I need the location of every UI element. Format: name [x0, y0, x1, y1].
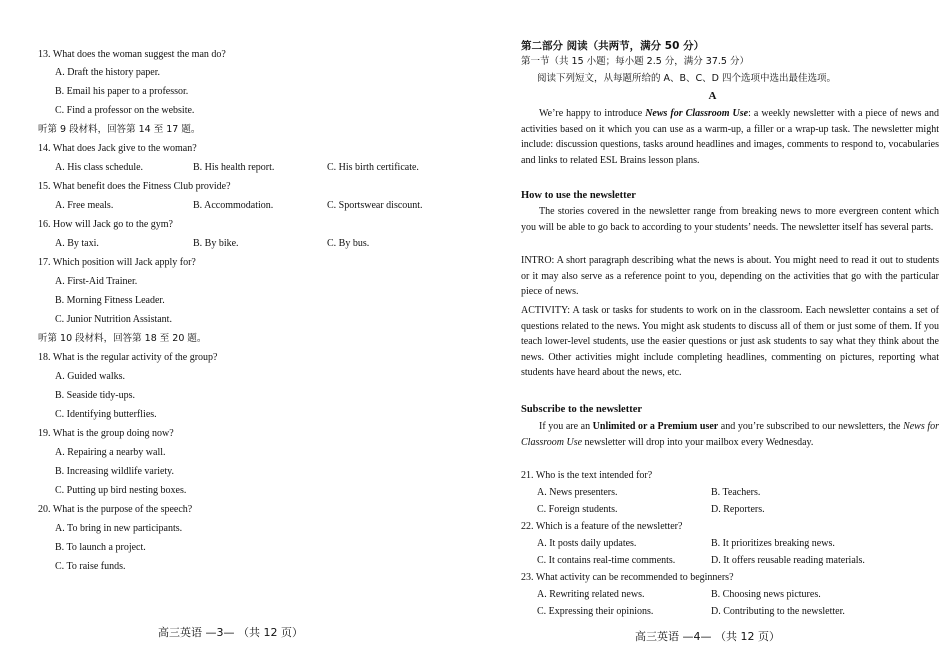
section1-heading: 第一节（共 15 小题；每小题 2.5 分，满分 37.5 分） — [521, 56, 749, 67]
passage-paragraph-intro: INTRO: A short paragraph describing what the news is about. You might need to read it out to students or it may also serve as a reference point to you, depending on the activities that go with the particular piece of news. — [521, 255, 939, 297]
q15-stem: 15. What benefit does the Fitness Club provide? — [38, 181, 231, 192]
left-page — [0, 0, 470, 672]
p1-text-c: : a weekly newsletter with a piece of news and activities based on it which you can use as a warm-up, a filler or a wrap-up task. The newsletter might include: discussion questions, tasks around headlines and images, comments to respond to, vocabularies and links to related ESL Brains lesson plans. — [521, 108, 939, 166]
p5-text-a: If you are an — [539, 421, 593, 432]
q16-option-c: C. By bus. — [327, 238, 370, 249]
right-page — [475, 0, 950, 672]
passage-paragraph-activity: ACTIVITY: A task or tasks for students to work on in the classroom. Each newsletter contains a set of questions related to the news. You might ask students to discuss all of them or just some of them. If you teach lower-level students, use the easier questions or just ask students to say what they think about the news. Other activities might include completing headlines, commenting on pictures, reporting what students have heard about the news, etc. — [521, 305, 939, 378]
q13-option-b: B. Email his paper to a professor. — [55, 86, 189, 97]
p5-text-c: and you’re subscribed to our newsletters, the — [718, 421, 904, 432]
q20-option-a: A. To bring in new participants. — [55, 523, 183, 534]
q16-option-a: A. By taxi. — [55, 238, 99, 249]
q13-stem: 13. What does the woman suggest the man do? — [38, 49, 226, 60]
p5-user-types: Unlimited or a Premium user — [592, 421, 719, 432]
passage-paragraph-1 — [521, 106, 939, 168]
q18-stem: 18. What is the regular activity of the group? — [38, 352, 218, 363]
q13-option-c: C. Find a professor on the website. — [55, 105, 195, 116]
q14-stem: 14. What does Jack give to the woman? — [38, 143, 197, 154]
p5-text-e: newsletter will drop into your mailbox every Wednesday. — [582, 436, 814, 448]
q23-option-a: A. Rewriting related news. — [537, 589, 645, 600]
p5-newsletter-title: News for Classroom Use — [521, 421, 940, 448]
q18-option-a: A. Guided walks. — [55, 371, 125, 382]
right-page-footer: 高三英语 —4— （共 12 页） — [635, 630, 780, 643]
q21-option-a: A. News presenters. — [537, 487, 618, 498]
q14-option-b: B. His health report. — [193, 162, 275, 173]
q23-option-c: C. Expressing their opinions. — [537, 606, 654, 617]
q19-option-b: B. Increasing wildlife variety. — [55, 466, 175, 477]
q19-stem: 19. What is the group doing now? — [38, 428, 174, 439]
q21-option-b: B. Teachers. — [711, 487, 761, 498]
q17-option-a: A. First-Aid Trainer. — [55, 276, 138, 287]
q21-option-d: D. Reporters. — [711, 504, 765, 515]
q23-stem: 23. What activity can be recommended to beginners? — [521, 572, 734, 583]
how-to-use-heading: How to use the newsletter — [521, 190, 636, 201]
q16-stem: 16. How will Jack go to the gym? — [38, 219, 173, 230]
p1-text-a: We’re happy to introduce — [539, 108, 646, 119]
q22-option-d: D. It offers reusable reading materials. — [711, 555, 865, 566]
q23-option-d: D. Contributing to the newsletter. — [711, 606, 845, 617]
q16-option-b: B. By bike. — [193, 238, 239, 249]
q21-stem: 21. Who is the text intended for? — [521, 470, 653, 481]
q18-option-c: C. Identifying butterflies. — [55, 409, 157, 420]
q14-option-c: C. His birth certificate. — [327, 162, 419, 173]
q22-stem: 22. Which is a feature of the newsletter? — [521, 521, 683, 532]
q13-option-a: A. Draft the history paper. — [55, 67, 160, 78]
subscribe-heading: Subscribe to the newsletter — [521, 404, 643, 415]
q22-option-b: B. It prioritizes breaking news. — [711, 538, 835, 549]
reading-instruction: 阅读下列短文，从每题所给的 A、B、C、D 四个选项中选出最佳选项。 — [537, 73, 837, 84]
q14-option-a: A. His class schedule. — [55, 162, 144, 173]
q22-option-a: A. It posts daily updates. — [537, 538, 637, 549]
passage-paragraph-subscribe — [521, 419, 939, 450]
q22-option-c: C. It contains real-time comments. — [537, 555, 676, 566]
q17-stem: 17. Which position will Jack apply for? — [38, 257, 196, 268]
q15-option-b: B. Accommodation. — [193, 200, 274, 211]
passage-paragraph-2: The stories covered in the newsletter range from breaking news to more evergreen content which you will be able to go back to according to your students’ needs. The newsletter itself has several parts. — [521, 206, 939, 233]
section9-instruction: 听第 9 段材料，回答第 14 至 17 题。 — [38, 124, 201, 135]
q17-option-b: B. Morning Fitness Leader. — [55, 295, 165, 306]
passage-label: A — [708, 90, 717, 102]
q19-option-a: A. Repairing a nearby wall. — [55, 447, 166, 458]
q21-option-c: C. Foreign students. — [537, 504, 618, 515]
left-page-footer: 高三英语 —3— （共 12 页） — [158, 626, 303, 639]
q15-option-c: C. Sportswear discount. — [327, 200, 423, 211]
q20-option-b: B. To launch a project. — [55, 542, 146, 553]
q17-option-c: C. Junior Nutrition Assistant. — [55, 314, 172, 325]
q19-option-c: C. Putting up bird nesting boxes. — [55, 485, 187, 496]
q20-stem: 20. What is the purpose of the speech? — [38, 504, 193, 515]
q20-option-c: C. To raise funds. — [55, 561, 126, 572]
p1-newsletter-title: News for Classroom Use — [645, 108, 749, 119]
q15-option-a: A. Free meals. — [55, 200, 114, 211]
q23-option-b: B. Choosing news pictures. — [711, 589, 821, 600]
part2-heading: 第二部分 阅读（共两节，满分 50 分） — [521, 40, 705, 52]
q18-option-b: B. Seaside tidy-ups. — [55, 390, 135, 401]
section10-instruction: 听第 10 段材料，回答第 18 至 20 题。 — [38, 333, 207, 344]
